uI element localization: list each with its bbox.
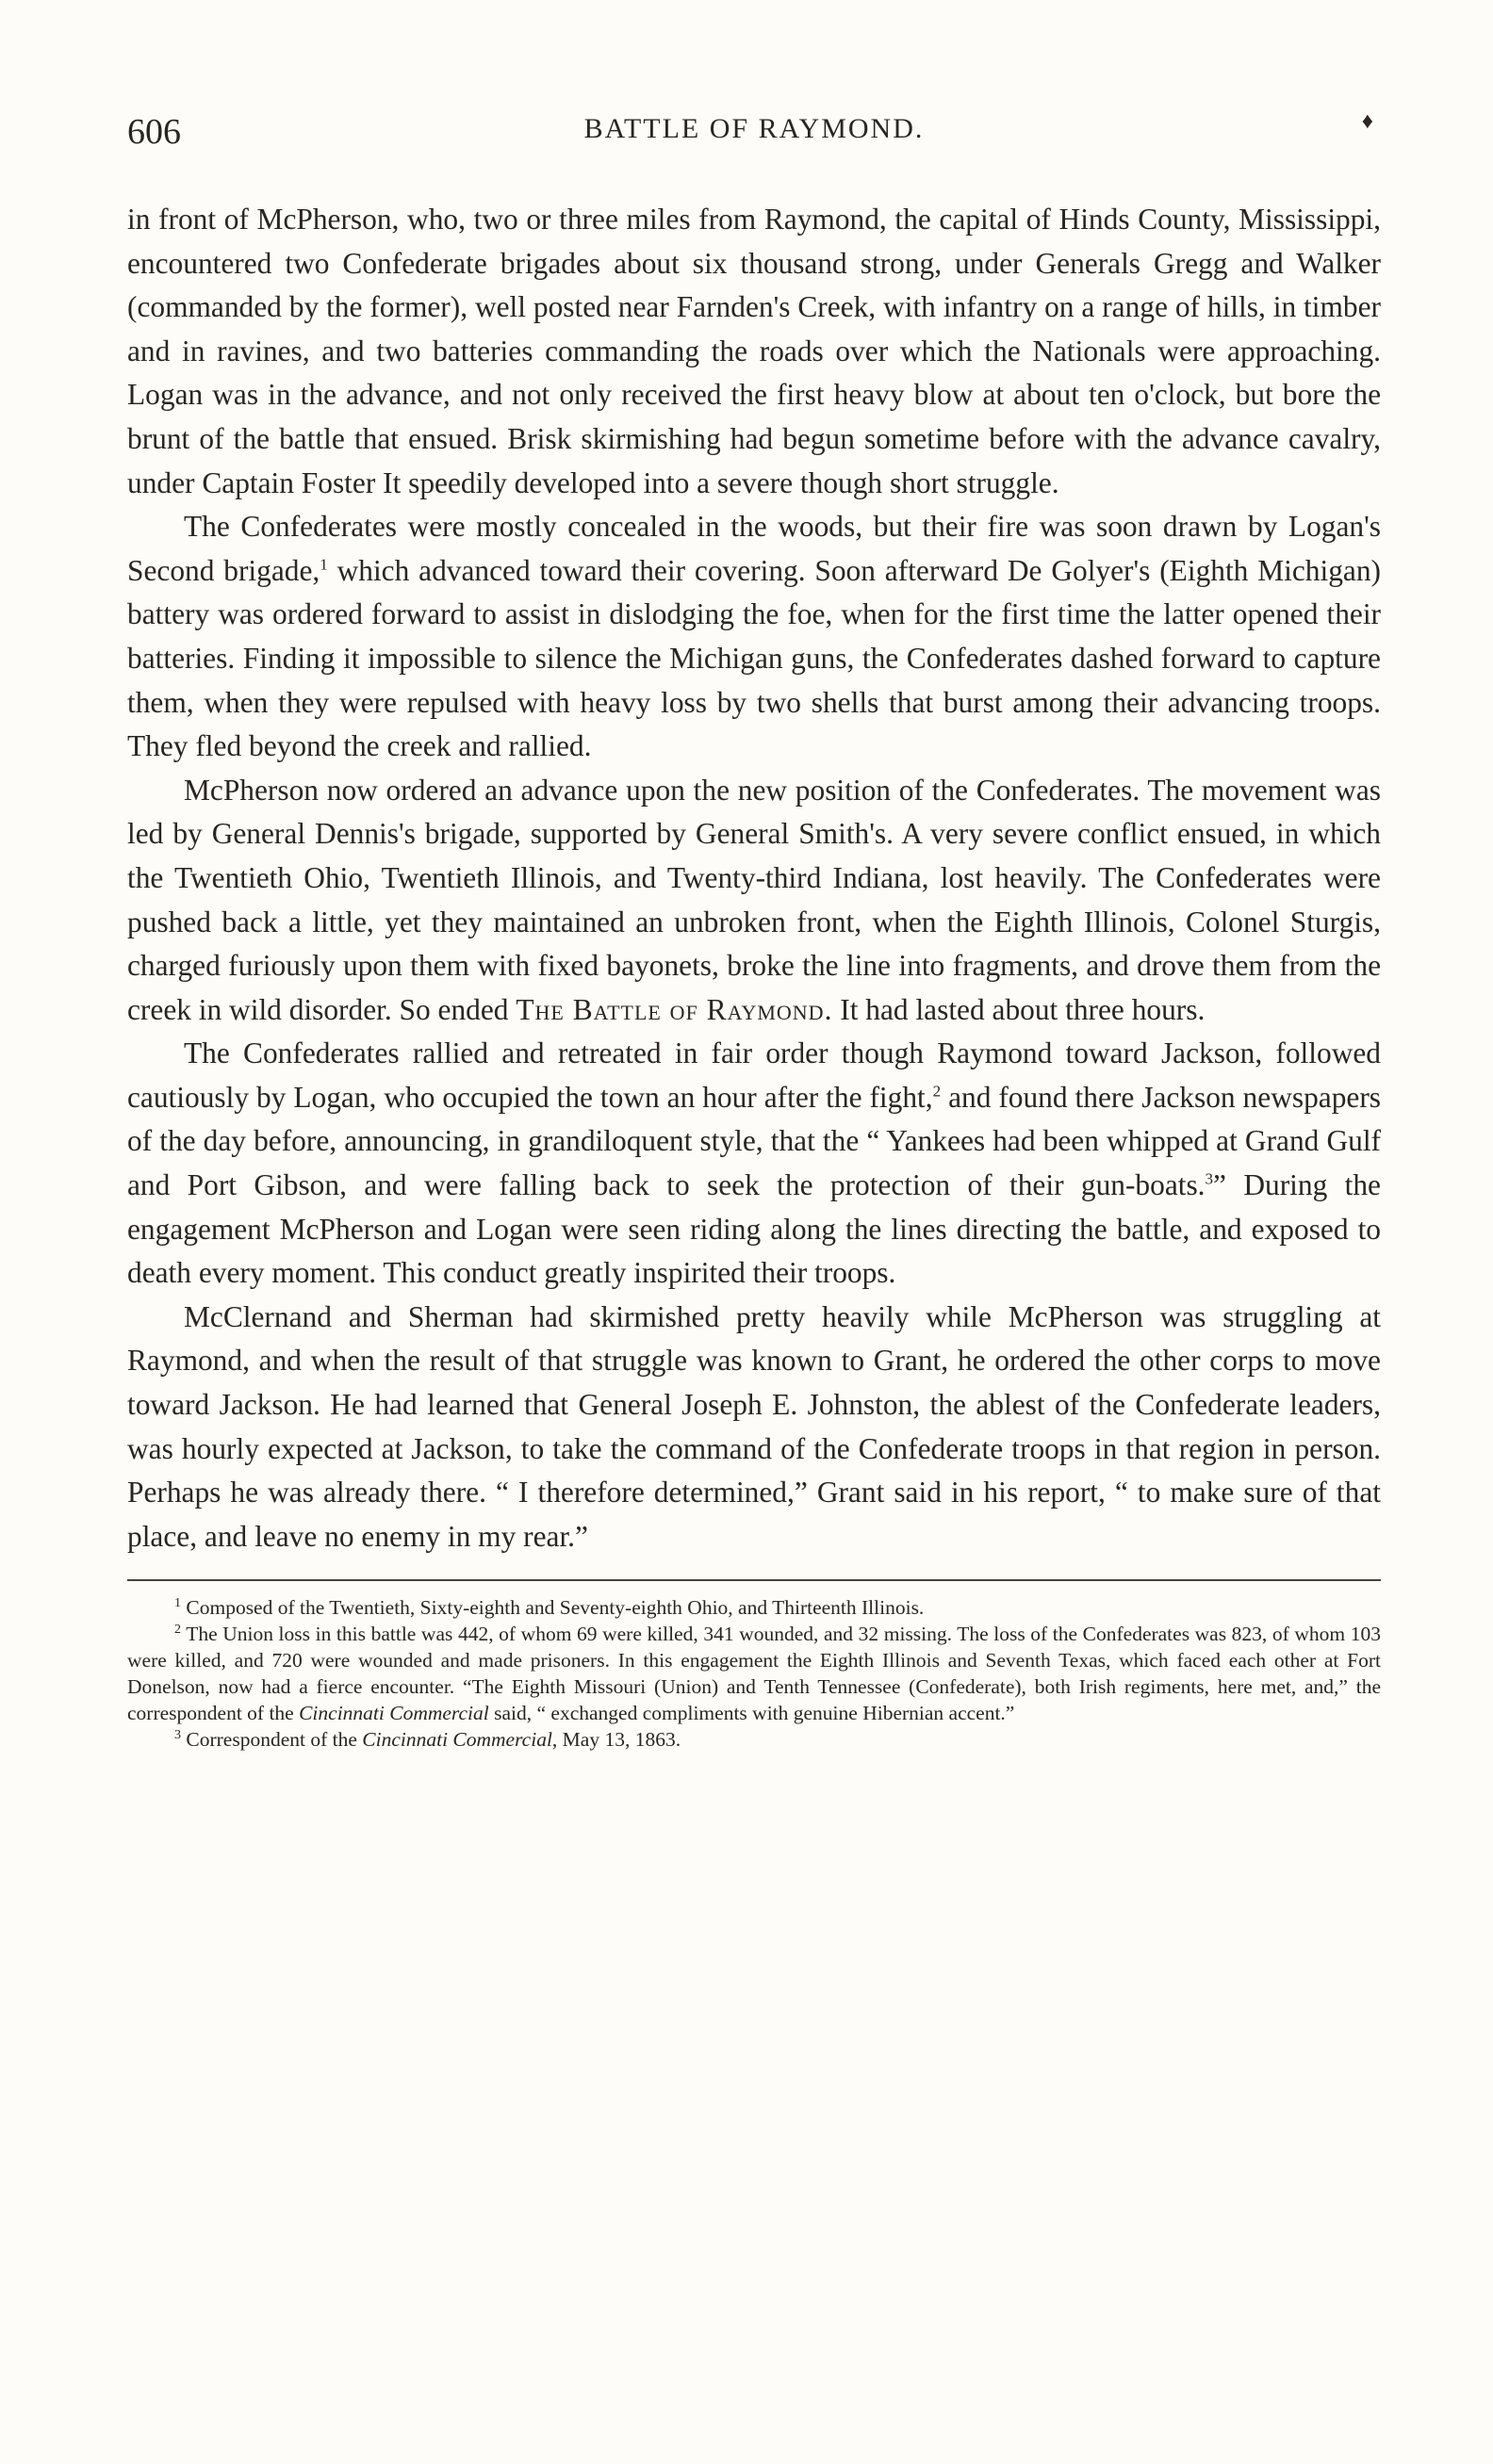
paragraph-5 xyxy=(127,1296,1381,1559)
footnote-2-text-b: said, “ exchanged compliments with genuine Hibernian accent.” xyxy=(488,1702,1015,1725)
paragraph-2-text-a: The Confederates were mostly concealed in the woods, but their fire was soon drawn by Logan's Second brigade, xyxy=(127,510,1381,587)
footnote-2-newspaper: Cincinnati Commercial xyxy=(299,1702,489,1725)
page-number: 606 xyxy=(127,112,181,152)
paragraph-1 xyxy=(127,198,1381,505)
body-text xyxy=(127,198,1381,1558)
footnote-3-text-a: Correspondent of the xyxy=(181,1728,363,1752)
paragraph-3-text-a: McPherson now ordered an advance upon the new position of the Confederates. The movement was led by General Dennis's brigade, supported by General Smith's. A very severe conflict ensued, in which the Twentieth Ohio, Twentieth Illinois, and Twenty-third Indiana, lost heavily. The Confederates were pushed back a little, yet they maintained an unbroken front, when the Eighth Illinois, Colonel Sturgis, charged furiously upon them with fixed bayonets, broke the line into fragments, and drove them from the creek in wild disorder. So ended xyxy=(127,773,1381,1026)
paragraph-4-text-a: The Confederates rallied and retreated in fair order though Raymond toward Jackson, followed cautiously by Logan, who occupied the town an hour after the fight, xyxy=(127,1036,1381,1114)
footnote-1 xyxy=(127,1594,1381,1621)
footnote-3-mark: 3 xyxy=(174,1728,181,1743)
paragraph-4-text-c: ” During the engagement McPherson and Logan were seen riding along the lines directing the battle, and exposed to death every moment. This conduct greatly inspirited their troops. xyxy=(127,1168,1381,1290)
paragraph-2 xyxy=(127,505,1381,769)
footnote-1-text: Composed of the Twentieth, Sixty-eighth and Seventy-eighth Ohio, and Thirteenth Illinois. xyxy=(181,1596,925,1620)
footnote-3-text-b: , May 13, 1863. xyxy=(551,1728,681,1752)
footnote-ref-3: 3 xyxy=(1205,1169,1214,1188)
footnote-2-text-a: The Union loss in this battle was 442, of whom 69 were killed, 341 wounded, and 32 missing. The loss of the Confederates was 823, of whom 103 were killed, and 720 were wounded and made prisoners. In this engagement the Eighth Illinois and Seventh Texas, which faced each other at Fort Donelson, now had a fierce encounter. “The Eighth Missouri (Union) and Tenth Tennessee (Confederate), both Irish regiments, here met, and,” the correspondent of the xyxy=(127,1623,1381,1725)
paragraph-5-text: McClernand and Sherman had skirmished pretty heavily while McPherson was struggling at Raymond, and when the result of that struggle was known to Grant, he ordered the other corps to move toward Jackson. He had learned that General Joseph E. Johnston, the ablest of the Confederate leaders, was hourly expected at Jackson, to take the command of the Confederate troops in that region in person. Perhaps he was already there. “ I therefore determined,” Grant said in his report, “ to make sure of that place, and leave no enemy in my rear.” xyxy=(127,1299,1381,1553)
footnote-1-mark: 1 xyxy=(174,1596,181,1611)
footnote-3 xyxy=(127,1726,1381,1753)
footnote-2 xyxy=(127,1621,1381,1726)
footnote-2-mark: 2 xyxy=(174,1623,181,1638)
book-page xyxy=(127,106,1381,1753)
footnote-ref-1: 1 xyxy=(320,555,328,574)
ornament-icon: ♦ xyxy=(1361,109,1373,134)
paragraph-3 xyxy=(127,769,1381,1033)
paragraph-3-text-b: It had lasted about three hours. xyxy=(832,992,1206,1026)
paragraph-4-text-b: and found there Jackson newspapers of the day before, announcing, in grandiloquent style, that the “ Yankees had been whipped at Grand Gulf and Port Gibson, and were falling back to seek the protection of their gun-boats. xyxy=(127,1080,1381,1202)
paragraph-4 xyxy=(127,1032,1381,1296)
battle-title-smallcaps: The Battle of Raymond. xyxy=(516,992,833,1026)
footnote-divider xyxy=(127,1579,1381,1581)
running-head: BATTLE OF RAYMOND. xyxy=(583,113,925,144)
paragraph-2-text-b: which advanced toward their covering. Soon afterward De Golyer's (Eighth Michigan) battery was ordered forward to assist in dislodging the foe, when for the first time the latter opened their batteries. Finding it impossible to silence the Michigan guns, the Confederates dashed forward to capture them, when they were repulsed with heavy loss by two shells that burst among their advancing troops. They fled beyond the creek and rallied. xyxy=(127,553,1381,763)
footnotes xyxy=(127,1594,1381,1753)
paragraph-1-text: in front of McPherson, who, two or three miles from Raymond, the capital of Hinds County, Mississippi, encountered two Confederate brigades about six thousand strong, under Generals Gregg and Walker (commanded by the former), well posted near Farnden's Creek, with infantry on a range of hills, in timber and in ravines, and two batteries commanding the roads over which the Nationals were approaching. Logan was in the advance, and not only received the first heavy blow at about ten o'clock, but bore the brunt of the battle that ensued. Brisk skirmishing had begun sometime before with the advance cavalry, under Captain Foster It speedily developed into a severe though short struggle. xyxy=(127,203,1381,499)
footnote-3-newspaper: Cincinnati Commercial xyxy=(362,1728,552,1752)
page-header xyxy=(127,106,1381,162)
footnote-ref-2: 2 xyxy=(932,1082,942,1101)
